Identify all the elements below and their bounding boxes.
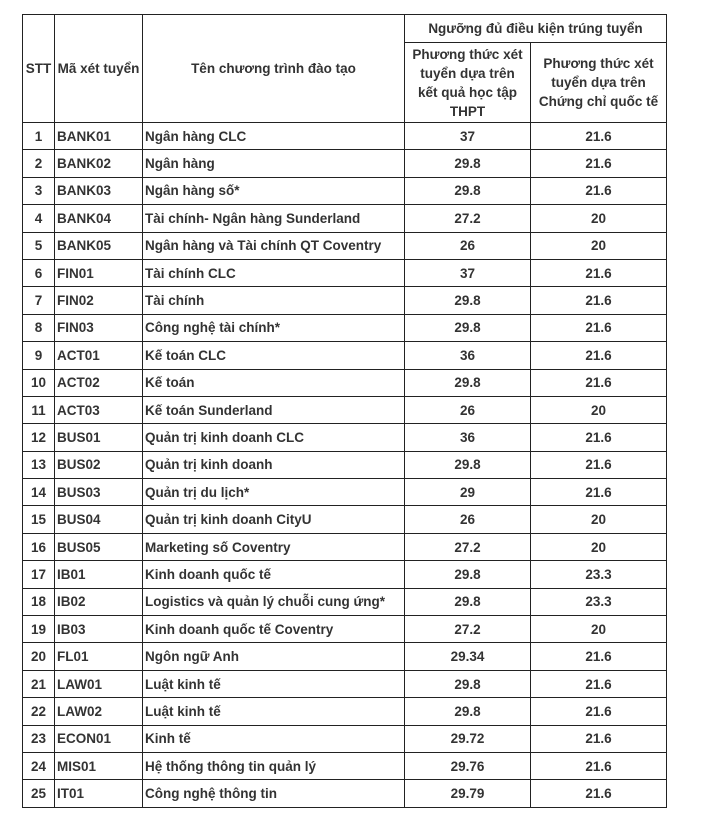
row-stt-cell: 4 (23, 205, 55, 232)
row-program-name-cell: Kế toán CLC (143, 342, 405, 369)
row-stt-cell: 1 (23, 123, 55, 150)
row-program-name-cell: Công nghệ thông tin (143, 780, 405, 807)
row-program-name-cell: Hệ thống thông tin quản lý (143, 752, 405, 779)
row-certificate-threshold-cell: 21.6 (531, 479, 667, 506)
table-row (23, 232, 667, 259)
header-code: Mã xét tuyển (55, 15, 143, 123)
table-row (23, 424, 667, 451)
row-stt-cell: 7 (23, 287, 55, 314)
row-transcript-threshold-cell: 29.8 (405, 561, 531, 588)
table-row (23, 698, 667, 725)
row-certificate-threshold-cell: 21.6 (531, 698, 667, 725)
row-program-name-cell: Công nghệ tài chính* (143, 314, 405, 341)
row-code-cell: BANK04 (55, 205, 143, 232)
row-stt-cell: 8 (23, 314, 55, 341)
row-stt-cell: 3 (23, 177, 55, 204)
row-code-cell: ACT01 (55, 342, 143, 369)
row-certificate-threshold-cell: 23.3 (531, 561, 667, 588)
row-transcript-threshold-cell: 37 (405, 123, 531, 150)
row-certificate-threshold-cell: 20 (531, 506, 667, 533)
row-certificate-threshold-cell: 21.6 (531, 725, 667, 752)
row-certificate-threshold-cell: 23.3 (531, 588, 667, 615)
header-method-transcript: Phương thức xét tuyển dựa trên kết quả học tập THPT (405, 43, 531, 123)
table-row (23, 670, 667, 697)
row-program-name-cell: Ngân hàng số* (143, 177, 405, 204)
row-program-name-cell: Kinh doanh quốc tế (143, 561, 405, 588)
row-stt-cell: 10 (23, 369, 55, 396)
table-row (23, 616, 667, 643)
header-program: Tên chương trình đào tạo (143, 15, 405, 123)
row-stt-cell: 15 (23, 506, 55, 533)
row-stt-cell: 6 (23, 259, 55, 286)
row-stt-cell: 2 (23, 150, 55, 177)
row-transcript-threshold-cell: 37 (405, 259, 531, 286)
row-transcript-threshold-cell: 29.8 (405, 698, 531, 725)
row-certificate-threshold-cell: 21.6 (531, 643, 667, 670)
row-certificate-threshold-cell: 21.6 (531, 451, 667, 478)
row-transcript-threshold-cell: 29.8 (405, 177, 531, 204)
header-stt: STT (23, 15, 55, 123)
row-code-cell: BUS03 (55, 479, 143, 506)
row-code-cell: ACT03 (55, 396, 143, 423)
row-program-name-cell: Marketing số Coventry (143, 533, 405, 560)
row-certificate-threshold-cell: 21.6 (531, 259, 667, 286)
row-stt-cell: 16 (23, 533, 55, 560)
row-program-name-cell: Kinh tế (143, 725, 405, 752)
row-program-name-cell: Quản trị du lịch* (143, 479, 405, 506)
row-program-name-cell: Tài chính (143, 287, 405, 314)
table-row (23, 533, 667, 560)
row-stt-cell: 21 (23, 670, 55, 697)
row-code-cell: FL01 (55, 643, 143, 670)
row-transcript-threshold-cell: 27.2 (405, 533, 531, 560)
row-transcript-threshold-cell: 26 (405, 396, 531, 423)
row-certificate-threshold-cell: 21.6 (531, 314, 667, 341)
row-code-cell: MIS01 (55, 752, 143, 779)
table-row (23, 725, 667, 752)
table-row (23, 123, 667, 150)
table-row (23, 314, 667, 341)
row-transcript-threshold-cell: 29.8 (405, 150, 531, 177)
admission-threshold-table (22, 14, 667, 808)
row-transcript-threshold-cell: 29.72 (405, 725, 531, 752)
row-certificate-threshold-cell: 21.6 (531, 752, 667, 779)
row-stt-cell: 12 (23, 424, 55, 451)
row-transcript-threshold-cell: 29.8 (405, 670, 531, 697)
table-row (23, 150, 667, 177)
row-transcript-threshold-cell: 29.8 (405, 287, 531, 314)
table-row (23, 561, 667, 588)
row-code-cell: FIN02 (55, 287, 143, 314)
row-transcript-threshold-cell: 29.76 (405, 752, 531, 779)
table-row (23, 396, 667, 423)
row-transcript-threshold-cell: 29.79 (405, 780, 531, 807)
row-certificate-threshold-cell: 21.6 (531, 150, 667, 177)
row-code-cell: BANK03 (55, 177, 143, 204)
table-row (23, 369, 667, 396)
header-threshold-group: Ngưỡng đủ điều kiện trúng tuyển (405, 15, 667, 43)
row-stt-cell: 19 (23, 616, 55, 643)
row-certificate-threshold-cell: 21.6 (531, 177, 667, 204)
row-certificate-threshold-cell: 21.6 (531, 123, 667, 150)
row-stt-cell: 17 (23, 561, 55, 588)
table-body (23, 123, 667, 808)
row-code-cell: BUS01 (55, 424, 143, 451)
table-row (23, 342, 667, 369)
row-certificate-threshold-cell: 20 (531, 396, 667, 423)
row-certificate-threshold-cell: 21.6 (531, 287, 667, 314)
row-transcript-threshold-cell: 27.2 (405, 616, 531, 643)
row-transcript-threshold-cell: 27.2 (405, 205, 531, 232)
row-transcript-threshold-cell: 26 (405, 506, 531, 533)
table-row (23, 479, 667, 506)
row-transcript-threshold-cell: 29.8 (405, 451, 531, 478)
row-certificate-threshold-cell: 21.6 (531, 342, 667, 369)
row-program-name-cell: Luật kinh tế (143, 698, 405, 725)
row-stt-cell: 5 (23, 232, 55, 259)
table-row (23, 205, 667, 232)
table-row (23, 259, 667, 286)
row-program-name-cell: Tài chính CLC (143, 259, 405, 286)
row-code-cell: BUS05 (55, 533, 143, 560)
row-stt-cell: 20 (23, 643, 55, 670)
row-transcript-threshold-cell: 36 (405, 342, 531, 369)
row-stt-cell: 22 (23, 698, 55, 725)
table-row (23, 287, 667, 314)
row-code-cell: BANK02 (55, 150, 143, 177)
row-certificate-threshold-cell: 21.6 (531, 369, 667, 396)
row-code-cell: ECON01 (55, 725, 143, 752)
row-transcript-threshold-cell: 26 (405, 232, 531, 259)
table-row (23, 506, 667, 533)
row-certificate-threshold-cell: 21.6 (531, 780, 667, 807)
row-code-cell: IB01 (55, 561, 143, 588)
row-stt-cell: 9 (23, 342, 55, 369)
row-code-cell: LAW01 (55, 670, 143, 697)
row-transcript-threshold-cell: 29.8 (405, 369, 531, 396)
row-code-cell: LAW02 (55, 698, 143, 725)
table-header (23, 15, 667, 123)
row-program-name-cell: Quản trị kinh doanh CityU (143, 506, 405, 533)
row-program-name-cell: Tài chính- Ngân hàng Sunderland (143, 205, 405, 232)
row-code-cell: ACT02 (55, 369, 143, 396)
row-code-cell: FIN03 (55, 314, 143, 341)
row-code-cell: IB02 (55, 588, 143, 615)
row-certificate-threshold-cell: 20 (531, 232, 667, 259)
row-certificate-threshold-cell: 21.6 (531, 424, 667, 451)
row-transcript-threshold-cell: 29 (405, 479, 531, 506)
row-stt-cell: 13 (23, 451, 55, 478)
table-row (23, 451, 667, 478)
row-transcript-threshold-cell: 36 (405, 424, 531, 451)
row-program-name-cell: Luật kinh tế (143, 670, 405, 697)
row-transcript-threshold-cell: 29.34 (405, 643, 531, 670)
row-program-name-cell: Kinh doanh quốc tế Coventry (143, 616, 405, 643)
row-transcript-threshold-cell: 29.8 (405, 314, 531, 341)
header-method-certificate: Phương thức xét tuyển dựa trên Chứng chỉ quốc tế (531, 43, 667, 123)
row-stt-cell: 18 (23, 588, 55, 615)
row-program-name-cell: Quản trị kinh doanh CLC (143, 424, 405, 451)
row-certificate-threshold-cell: 20 (531, 205, 667, 232)
row-certificate-threshold-cell: 21.6 (531, 670, 667, 697)
row-stt-cell: 25 (23, 780, 55, 807)
row-transcript-threshold-cell: 29.8 (405, 588, 531, 615)
row-code-cell: IT01 (55, 780, 143, 807)
row-stt-cell: 14 (23, 479, 55, 506)
table-row (23, 177, 667, 204)
admission-threshold-table-wrapper (22, 14, 667, 808)
row-program-name-cell: Ngân hàng và Tài chính QT Coventry (143, 232, 405, 259)
row-stt-cell: 11 (23, 396, 55, 423)
row-code-cell: BANK01 (55, 123, 143, 150)
row-code-cell: BANK05 (55, 232, 143, 259)
row-code-cell: FIN01 (55, 259, 143, 286)
row-certificate-threshold-cell: 20 (531, 533, 667, 560)
table-row (23, 588, 667, 615)
row-program-name-cell: Ngân hàng (143, 150, 405, 177)
row-code-cell: BUS04 (55, 506, 143, 533)
row-program-name-cell: Kế toán (143, 369, 405, 396)
row-program-name-cell: Quản trị kinh doanh (143, 451, 405, 478)
table-row (23, 752, 667, 779)
row-stt-cell: 23 (23, 725, 55, 752)
row-code-cell: BUS02 (55, 451, 143, 478)
row-program-name-cell: Kế toán Sunderland (143, 396, 405, 423)
table-row (23, 780, 667, 807)
table-row (23, 643, 667, 670)
row-code-cell: IB03 (55, 616, 143, 643)
row-certificate-threshold-cell: 20 (531, 616, 667, 643)
row-stt-cell: 24 (23, 752, 55, 779)
row-program-name-cell: Ngân hàng CLC (143, 123, 405, 150)
row-program-name-cell: Logistics và quản lý chuỗi cung ứng* (143, 588, 405, 615)
row-program-name-cell: Ngôn ngữ Anh (143, 643, 405, 670)
